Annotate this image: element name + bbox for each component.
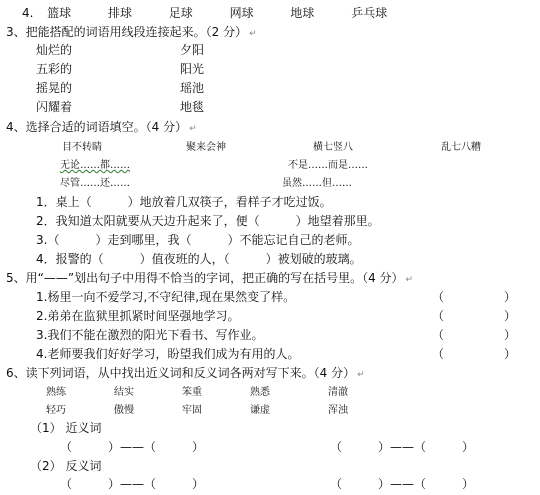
q6-word: 傲慢 — [114, 405, 134, 416]
q5-answer-bracket[interactable]: （ ） — [432, 309, 517, 323]
q6-word: 轻巧 — [46, 405, 66, 416]
q3-title — [6, 25, 257, 42]
q6-synonym-answer[interactable]: （ ）——（ ） — [60, 440, 205, 454]
q3-title-text: 3、把能搭配的词语用线段连接起来。（2 分） — [6, 25, 248, 39]
q6-title-text: 6、读下列词语，从中找出近义词和反义词各两对写下来。（4 分） — [6, 366, 356, 380]
q6-word: 清澈 — [328, 387, 348, 398]
q-prev-number: 4. — [22, 6, 34, 20]
q-prev-list — [22, 6, 387, 21]
q4-sentence: 4．报警的（ ）值夜班的人，（ ）被划破的玻璃。 — [36, 252, 362, 266]
q4-word-option: 聚来会神 — [186, 142, 226, 153]
q6-synonyms-label: （1） 近义词 — [30, 421, 102, 435]
q4-pair-option: 虽然……但…… — [282, 178, 352, 189]
q3-right-word: 阳光 — [180, 62, 205, 76]
q4-pair-option — [60, 159, 130, 172]
q4-sentence: 3.（ ）走到哪里，我（ ）不能忘记自己的老师。 — [36, 233, 360, 247]
q6-antonym-answer[interactable]: （ ）——（ ） — [60, 477, 205, 491]
q5-sentence: 2.弟弟在监狱里抓紧时间坚强地学习。 — [36, 309, 240, 323]
q-prev-item: 乒乓球 — [351, 6, 388, 20]
q-prev-item: 足球 — [168, 6, 193, 20]
q3-left-word: 五彩的 — [36, 62, 73, 76]
q4-pair-option: 尽管……还…… — [60, 178, 130, 189]
q5-answer-bracket[interactable]: （ ） — [432, 290, 517, 304]
q3-left-word: 摇晃的 — [36, 81, 73, 95]
q6-word: 牢固 — [182, 405, 202, 416]
q4-word-option: 目不转睛 — [62, 142, 102, 153]
q5-title — [6, 271, 413, 288]
return-mark: ↵ — [405, 275, 414, 285]
q4-word-option: 横七竖八 — [313, 142, 353, 153]
q4-sentence: 2．我知道太阳就要从天边升起来了，便（ ）地望着那里。 — [36, 214, 380, 228]
q4-title-text: 4、选择合适的词语填空。（4 分） — [6, 120, 188, 134]
q4-title — [6, 120, 197, 137]
q-prev-item: 网球 — [229, 6, 254, 20]
q-prev-item: 篮球 — [47, 6, 72, 20]
q-prev-item: 地球 — [290, 6, 315, 20]
q6-antonyms-label: （2） 反义词 — [30, 459, 102, 473]
q6-word: 熟练 — [46, 387, 66, 398]
return-mark: ↵ — [189, 124, 197, 134]
q6-word: 熟悉 — [250, 387, 270, 398]
return-mark: ↵ — [249, 29, 257, 39]
q3-right-word: 瑶池 — [180, 81, 205, 95]
q6-title — [6, 366, 365, 383]
q3-left-word: 灿烂的 — [36, 43, 73, 57]
q5-sentence: 4.老师要我们好好学习，盼望我们成为有用的人。 — [36, 347, 300, 361]
q6-word: 结实 — [114, 387, 134, 398]
q6-word: 笨重 — [182, 387, 202, 398]
q6-synonym-answer[interactable]: （ ）——（ ） — [330, 440, 475, 454]
q4-word-option: 乱七八糟 — [441, 142, 481, 153]
q6-word: 谦虚 — [250, 405, 270, 416]
q5-answer-bracket[interactable]: （ ） — [432, 347, 517, 361]
q3-left-word: 闪耀着 — [36, 100, 73, 114]
q4-sentence: 1．桌上（ ）地放着几双筷子，看样子才吃过饭。 — [36, 195, 332, 209]
q5-answer-bracket[interactable]: （ ） — [432, 328, 517, 342]
return-mark: ↵ — [357, 370, 365, 380]
q6-word: 浑浊 — [328, 405, 348, 416]
q5-title-text: 5、用“——”划出句子中用得不恰当的字词，把正确的写在括号里。（4 分） — [6, 271, 404, 285]
q3-right-word: 夕阳 — [180, 43, 205, 57]
q-prev-item: 排球 — [107, 6, 132, 20]
q4-pair-option: 不是……而是…… — [288, 160, 368, 171]
q4-pair-text: 无论……都…… — [60, 160, 130, 171]
q5-sentence: 3.我们不能在激烈的阳光下看书、写作业。 — [36, 328, 264, 342]
q6-antonym-answer[interactable]: （ ）——（ ） — [330, 477, 475, 491]
q5-sentence: 1.杨里一向不爱学习,不守纪律,现在果然变了样。 — [36, 290, 296, 304]
q3-right-word: 地毯 — [180, 100, 205, 114]
